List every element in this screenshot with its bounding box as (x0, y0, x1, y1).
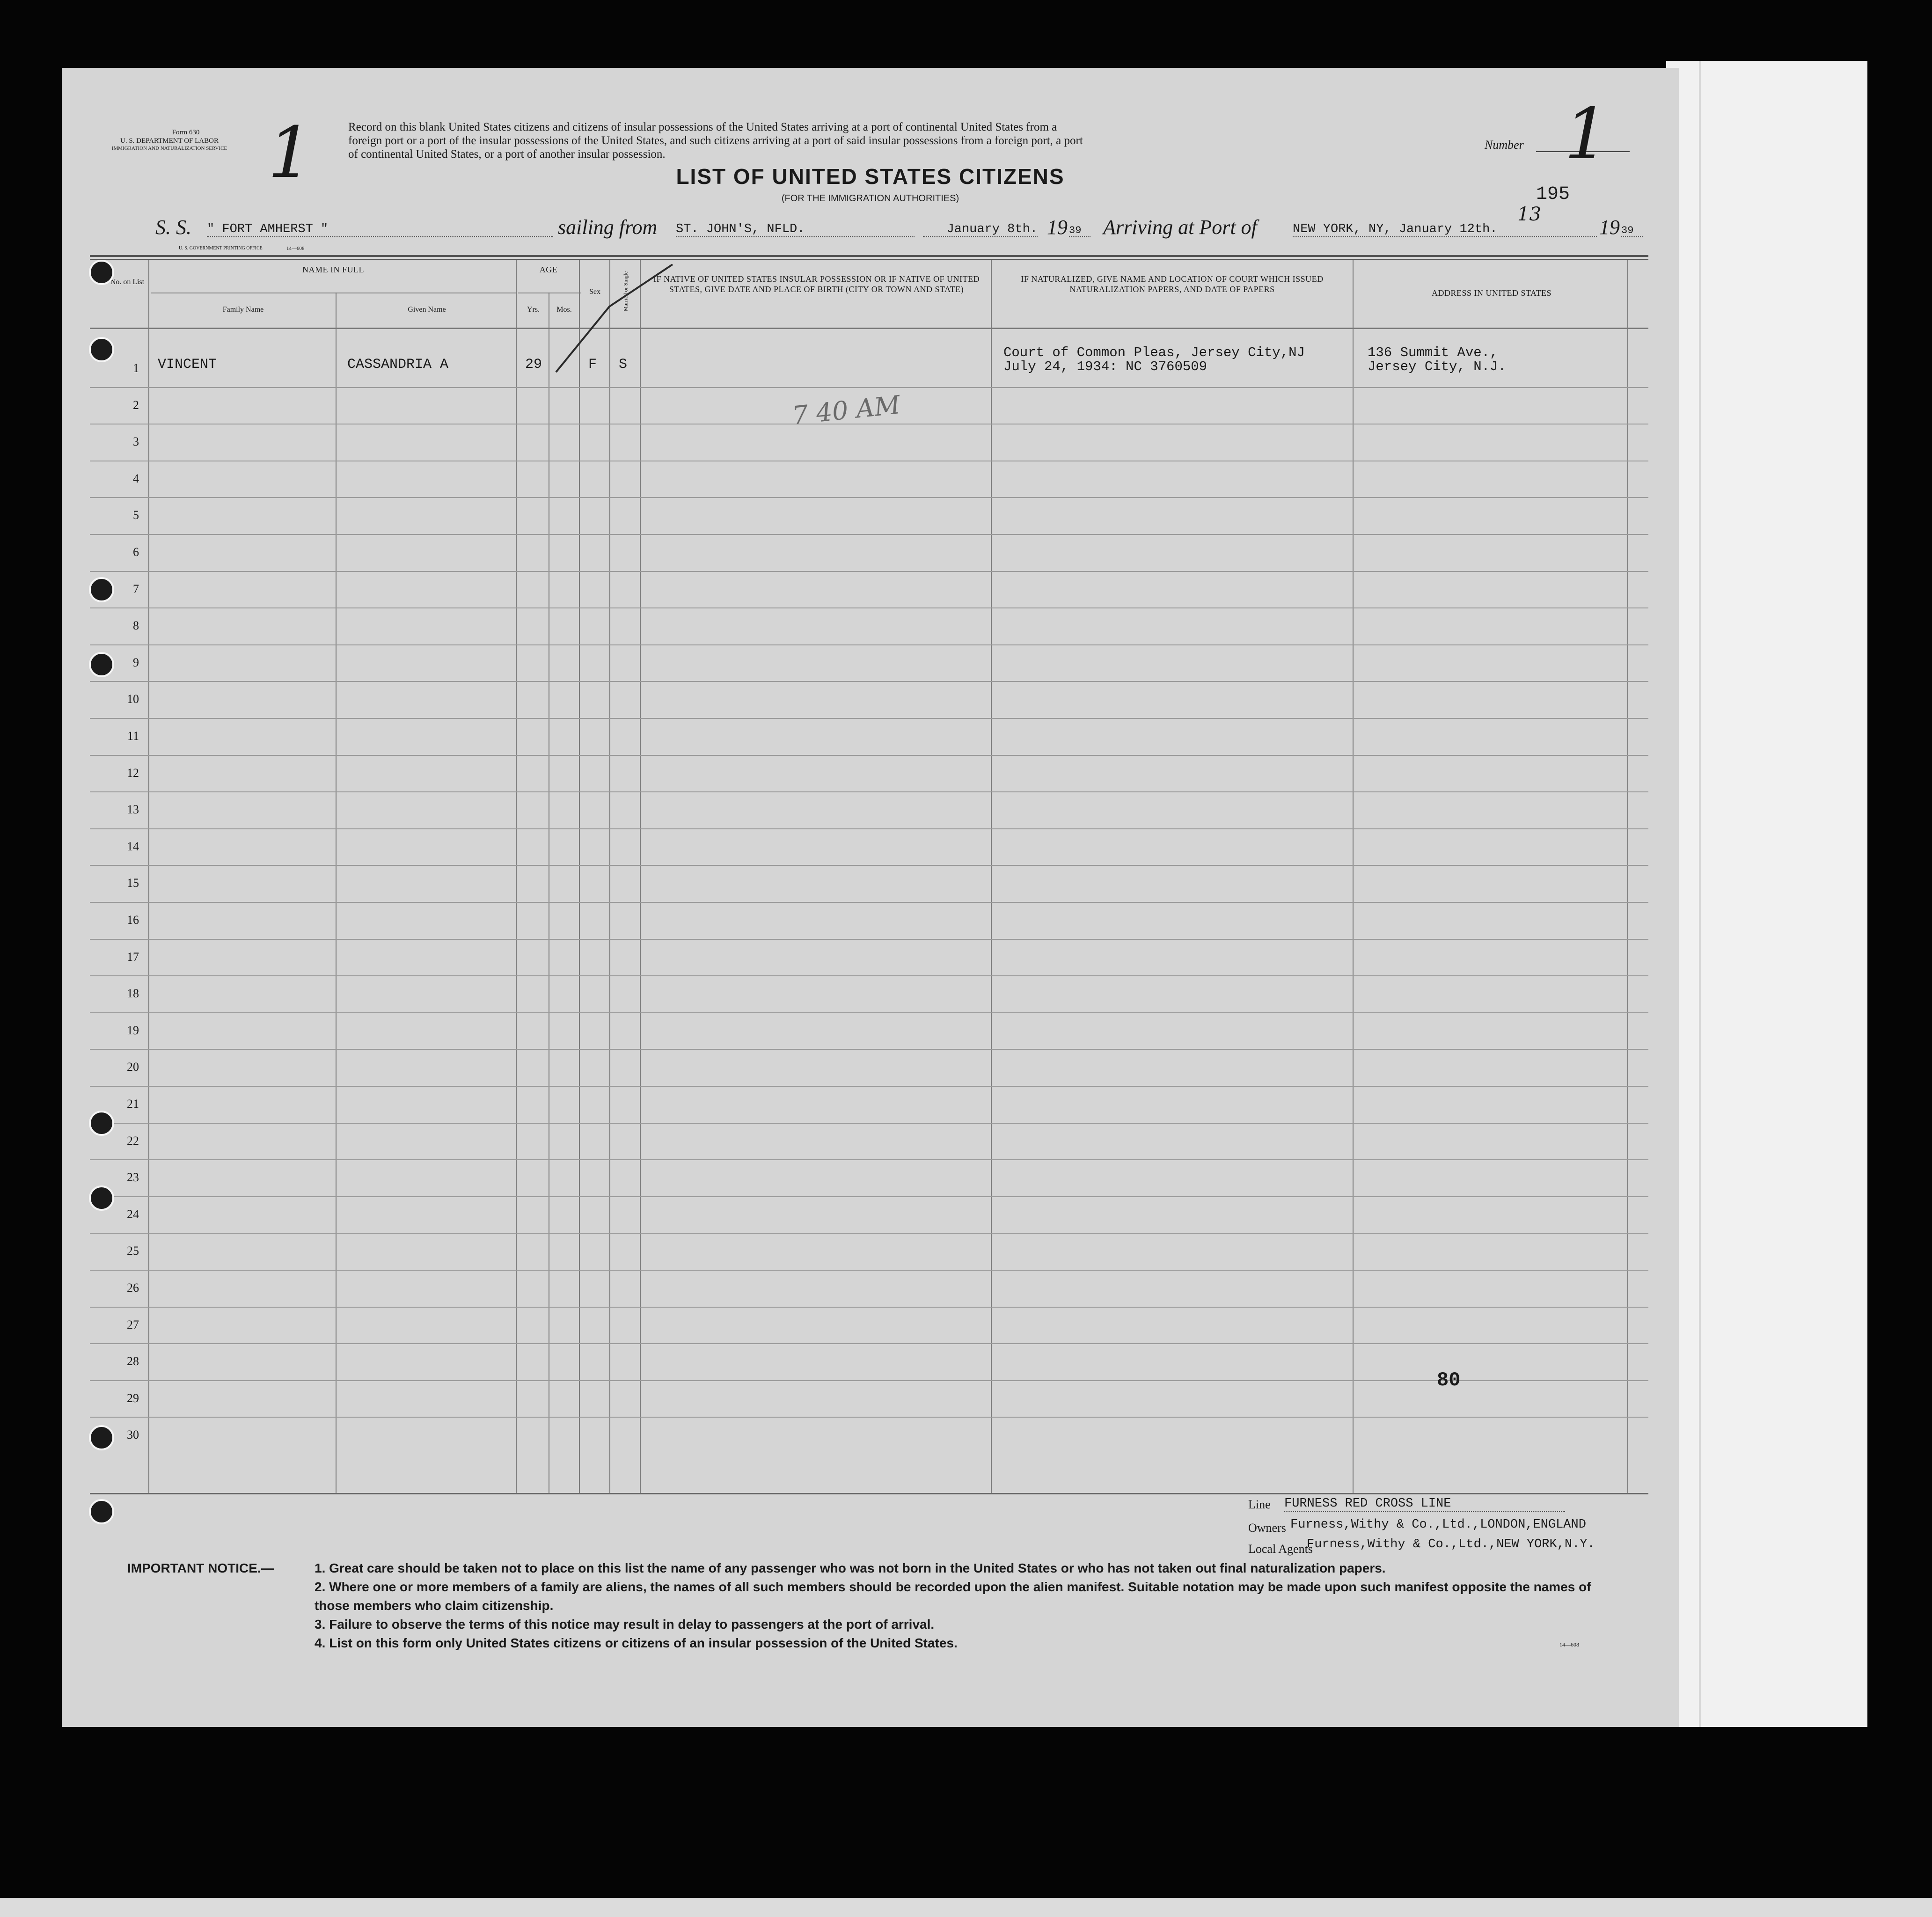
header-age: AGE (539, 265, 558, 274)
row-number: 17 (127, 950, 139, 964)
instructions-line-3: of continental United States, or a port of another insular possession. (348, 148, 666, 161)
row-line (90, 1307, 1648, 1308)
row-line (90, 755, 1648, 756)
notice-item-1: 1. Great care should be taken not to place on this list the name of any passenger who was not born in the United States or who has not taken out final naturalization papers. (315, 1561, 1386, 1575)
ss-label: S. S. (155, 216, 191, 239)
row-number: 24 (127, 1207, 139, 1221)
form-number: Form 630 (172, 129, 200, 136)
row-number: 7 (133, 582, 139, 596)
ship-name: " FORT AMHERST " (207, 222, 553, 237)
row-number: 28 (127, 1354, 139, 1368)
col-divider-8 (991, 260, 992, 1493)
entry-given-name: CASSANDRIA A (347, 357, 449, 373)
row-number: 4 (133, 472, 139, 485)
arrival-port-date: NEW YORK, NY, January 12th. (1293, 222, 1597, 237)
row-number: 22 (127, 1134, 139, 1148)
manifest-sheet (62, 68, 1679, 1727)
col-divider-5 (579, 260, 580, 1493)
header-address: ADDRESS IN UNITED STATES (1431, 288, 1552, 298)
row-number: 18 (127, 987, 139, 1000)
entry-age-years: 29 (525, 357, 542, 373)
owners-value: Furness,Withy & Co.,Ltd.,LONDON,ENGLAND (1290, 1518, 1586, 1532)
row-number: 9 (133, 656, 139, 669)
footer-print-code: 14—608 (1559, 1641, 1579, 1648)
punch-hole (89, 1185, 114, 1211)
notice-heading: IMPORTANT NOTICE.— (127, 1561, 274, 1575)
punch-hole (89, 337, 114, 362)
row-number: 16 (127, 913, 139, 927)
row-number: 21 (127, 1097, 139, 1111)
punch-hole (89, 652, 114, 677)
depart-year: 39 (1069, 225, 1090, 237)
row-number: 3 (133, 435, 139, 448)
row-line (90, 1270, 1648, 1271)
entry-address-line-2: Jersey City, N.J. (1368, 359, 1506, 374)
header-naturalized: IF NATURALIZED, GIVE NAME AND LOCATION OF COURT WHICH ISSUED NATURALIZATION PAPERS, AND DATE OF PAPERS (1021, 274, 1324, 294)
table-top-rule-2 (90, 259, 1648, 260)
row-line (90, 1380, 1648, 1381)
col-divider-1 (148, 260, 149, 1493)
notice-item-3: 3. Failure to observe the terms of this notice may result in delay to passengers at the port of arrival. (315, 1617, 935, 1632)
entry-address-line-1: 136 Summit Ave., (1368, 345, 1498, 360)
row-line (90, 1417, 1648, 1418)
row-number: 20 (127, 1060, 139, 1074)
row-line (90, 1343, 1648, 1344)
header-sex: Sex (589, 288, 600, 296)
row-line (90, 902, 1648, 903)
row-number: 1 (133, 361, 139, 375)
entry-naturalization-line-1: Court of Common Pleas, Jersey City,NJ (1003, 345, 1305, 360)
row-line (90, 1196, 1648, 1197)
row-number: 12 (127, 766, 139, 780)
page-subtitle: (FOR THE IMMIGRATION AUTHORITIES) (781, 193, 959, 204)
row-line (90, 534, 1648, 535)
number-label: Number (1485, 138, 1524, 152)
row-number: 11 (127, 729, 139, 743)
row-number: 27 (127, 1318, 139, 1332)
header-family-name: Family Name (222, 306, 264, 314)
agents-value: Furness,Withy & Co.,Ltd.,NEW YORK,N.Y. (1307, 1537, 1595, 1551)
row-number: 15 (127, 876, 139, 890)
row-number: 13 (127, 803, 139, 816)
row-number: 25 (127, 1244, 139, 1258)
header-native: IF NATIVE OF UNITED STATES INSULAR POSSESSION OR IF NATIVE OF UNITED STATES, GIVE DATE AND PLACE OF BIRTH (CITY OR TOWN AND STATE) (653, 274, 980, 294)
row-line (90, 791, 1648, 792)
line-value: FURNESS RED CROSS LINE (1284, 1497, 1565, 1512)
row-line (90, 1233, 1648, 1234)
row-line (90, 644, 1648, 645)
row-line (90, 1086, 1648, 1087)
row-line (90, 865, 1648, 866)
entry-family-name: VINCENT (158, 357, 217, 373)
underlying-page (1666, 61, 1867, 1727)
arrival-year-prefix: 19 (1599, 216, 1620, 239)
header-yrs: Yrs. (527, 306, 540, 314)
stamp-80: 80 (1437, 1369, 1461, 1391)
row-line (90, 1012, 1648, 1013)
table-bottom-rule (90, 1493, 1648, 1494)
arrival-year: 39 (1621, 225, 1643, 237)
header-given-name: Given Name (408, 306, 446, 314)
entry-naturalization-line-2: July 24, 1934: NC 3760509 (1003, 359, 1208, 374)
scan-border (0, 1898, 1932, 1917)
punch-hole (89, 1499, 114, 1524)
header-no-on-list: No. on List (110, 278, 145, 286)
col-divider-3 (516, 260, 517, 1493)
row-line (90, 497, 1648, 498)
row-number: 2 (133, 398, 139, 412)
row-line (90, 828, 1648, 829)
row-line (90, 571, 1648, 572)
row-number: 19 (127, 1024, 139, 1037)
punch-hole (89, 1111, 114, 1136)
row-line (90, 1049, 1648, 1050)
header-mos: Mos. (556, 306, 572, 314)
col-divider-7 (640, 260, 641, 1493)
handwritten-sheet-mark: 1 (268, 112, 313, 194)
row-line (90, 939, 1648, 940)
row-number: 26 (127, 1281, 139, 1295)
notice-item-2: 2. Where one or more members of a family are aliens, the names of all such members should be recorded upon the alien manifest. Suitable notation may be made upon such manifest opposite the names of those members who claim citizenship. (315, 1580, 1591, 1613)
print-code-top: 14—608 (286, 246, 305, 251)
page-edge (1699, 61, 1701, 1727)
department: U. S. DEPARTMENT OF LABOR (120, 137, 219, 145)
col-divider-10 (1627, 260, 1628, 1493)
row-number: 14 (127, 840, 139, 853)
row-line (90, 681, 1648, 682)
row-number: 5 (133, 508, 139, 522)
depart-date: January 8th. (923, 222, 1038, 237)
header-name-in-full: NAME IN FULL (302, 265, 364, 274)
instructions-line-2: foreign port or a port of the insular possessions of the United States, and such citizens arriving at a port of said insular possessions from a foreign port, a port (348, 134, 1083, 147)
punch-hole (89, 260, 114, 285)
handwritten-number: 1 (1564, 94, 1609, 175)
line-label: Line (1248, 1498, 1271, 1511)
row-line (90, 1159, 1648, 1160)
row-line (90, 975, 1648, 976)
table-top-rule (90, 255, 1648, 257)
header-bottom-rule (90, 328, 1648, 329)
row-number: 29 (127, 1391, 139, 1405)
owners-label: Owners (1248, 1521, 1286, 1535)
row-number: 10 (127, 692, 139, 706)
page-stamp: 195 (1536, 184, 1570, 205)
sailing-label: sailing from (558, 216, 658, 239)
service: IMMIGRATION AND NATURALIZATION SERVICE (111, 146, 227, 151)
handwritten-note: 7 40 AM (790, 390, 902, 431)
row-number: 8 (133, 619, 139, 632)
entry-marital: S (619, 357, 628, 373)
row-number: 6 (133, 545, 139, 559)
arriving-label: Arriving at Port of (1103, 216, 1257, 239)
entry-sex: F (588, 357, 597, 373)
from-port: ST. JOHN'S, NFLD. (676, 222, 915, 237)
row-line (90, 1123, 1648, 1124)
row-number: 23 (127, 1171, 139, 1184)
row-line (90, 718, 1648, 719)
col-divider-6 (609, 260, 610, 1493)
col-divider-2 (336, 293, 337, 1493)
punch-hole (89, 1425, 114, 1450)
page-title: LIST OF UNITED STATES CITIZENS (676, 164, 1065, 189)
row-number: 30 (127, 1428, 139, 1441)
col-divider-9 (1353, 260, 1354, 1493)
depart-year-prefix: 19 (1047, 216, 1068, 239)
row-line (90, 607, 1648, 608)
agents-label: Local Agents (1248, 1542, 1313, 1556)
printer-imprint: U. S. GOVERNMENT PRINTING OFFICE (179, 246, 263, 251)
date-correction: 13 (1517, 204, 1541, 225)
instructions-line-1: Record on this blank United States citizens and citizens of insular possessions of the United States arriving at a port of continental United States from a (348, 121, 1057, 133)
row-line (90, 387, 1648, 388)
header-married-single: Married or Single (622, 271, 629, 312)
punch-hole (89, 577, 114, 602)
notice-item-4: 4. List on this form only United States citizens or citizens of an insular possession of the United States. (315, 1636, 958, 1650)
